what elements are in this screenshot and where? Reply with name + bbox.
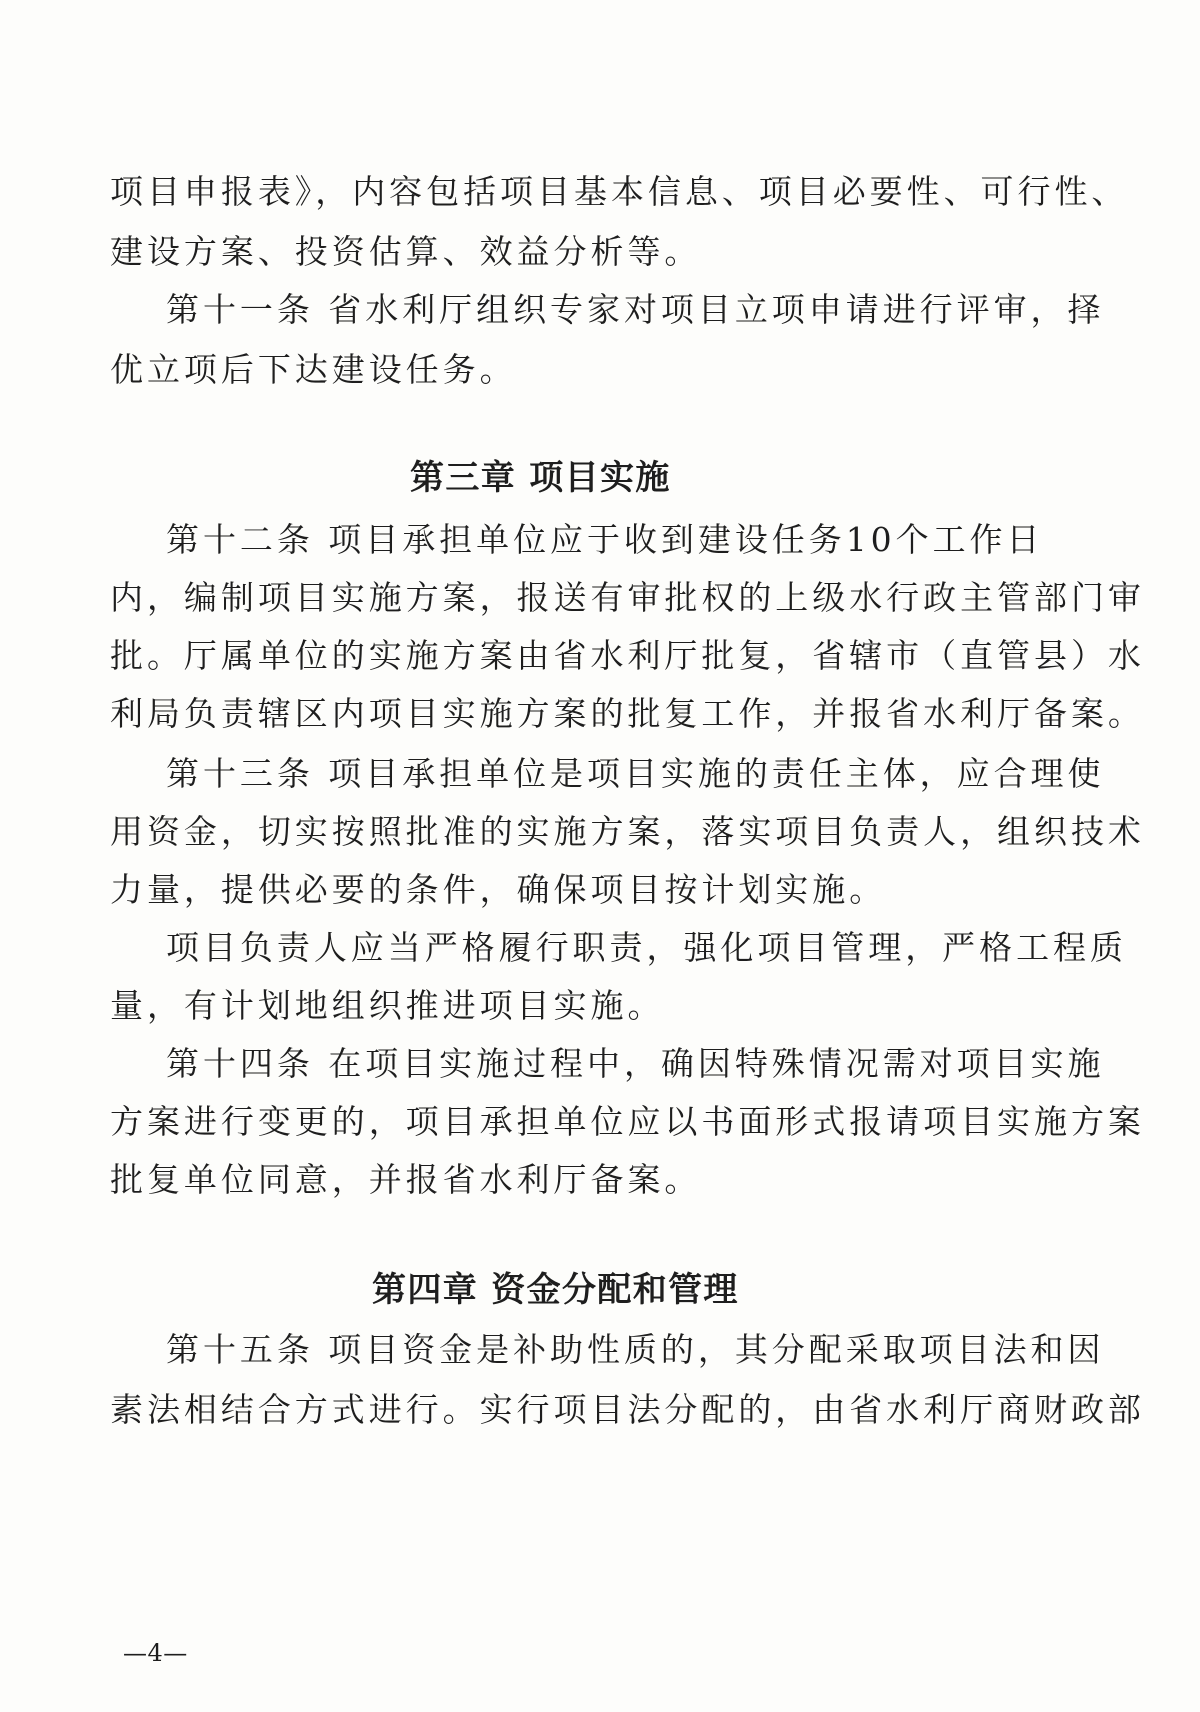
text-line: 项目负责人应当严格履行职责，强化项目管理，严格工程质: [166, 928, 1127, 967]
text-line: 量，有计划地组织推进项目实施。: [110, 986, 665, 1025]
text-line: 方案进行变更的，项目承担单位应以书面形式报请项目实施方案: [110, 1102, 1145, 1141]
page-number: —4—: [123, 1639, 188, 1667]
text-line: 素法相结合方式进行。实行项目法分配的，由省水利厅商财政部: [110, 1390, 1145, 1429]
article-11-line: 第十一条 省水利厅组织专家对项目立项申请进行评审，择: [166, 290, 1105, 329]
text-line: 批复单位同意，并报省水利厅备案。: [110, 1160, 702, 1199]
article-13-line: 第十三条 项目承担单位是项目实施的责任主体，应合理使: [166, 754, 1105, 793]
text-line: 用资金，切实按照批准的实施方案，落实项目负责人，组织技术: [110, 812, 1145, 851]
article-12-line: 第十二条 项目承担单位应于收到建设任务10个工作日: [166, 520, 1044, 559]
text-line: 优立项后下达建设任务。: [110, 350, 517, 389]
text-line: 内，编制项目实施方案，报送有审批权的上级水行政主管部门审: [110, 578, 1145, 617]
text-line: 批。厅属单位的实施方案由省水利厅批复，省辖市（直管县）水: [110, 636, 1145, 675]
article-15-line: 第十五条 项目资金是补助性质的，其分配采取项目法和因: [166, 1330, 1105, 1369]
text-line: 项目申报表》，内容包括项目基本信息、项目必要性、可行性、: [110, 172, 1129, 211]
text-line: 建设方案、投资估算、效益分析等。: [110, 232, 702, 271]
text-line: 力量，提供必要的条件，确保项目按计划实施。: [110, 870, 887, 909]
chapter-heading: 第四章 资金分配和管理: [372, 1270, 739, 1310]
article-14-line: 第十四条 在项目实施过程中，确因特殊情况需对项目实施: [166, 1044, 1105, 1083]
text-line: 利局负责辖区内项目实施方案的批复工作，并报省水利厅备案。: [110, 694, 1145, 733]
chapter-heading: 第三章 项目实施: [410, 458, 671, 498]
